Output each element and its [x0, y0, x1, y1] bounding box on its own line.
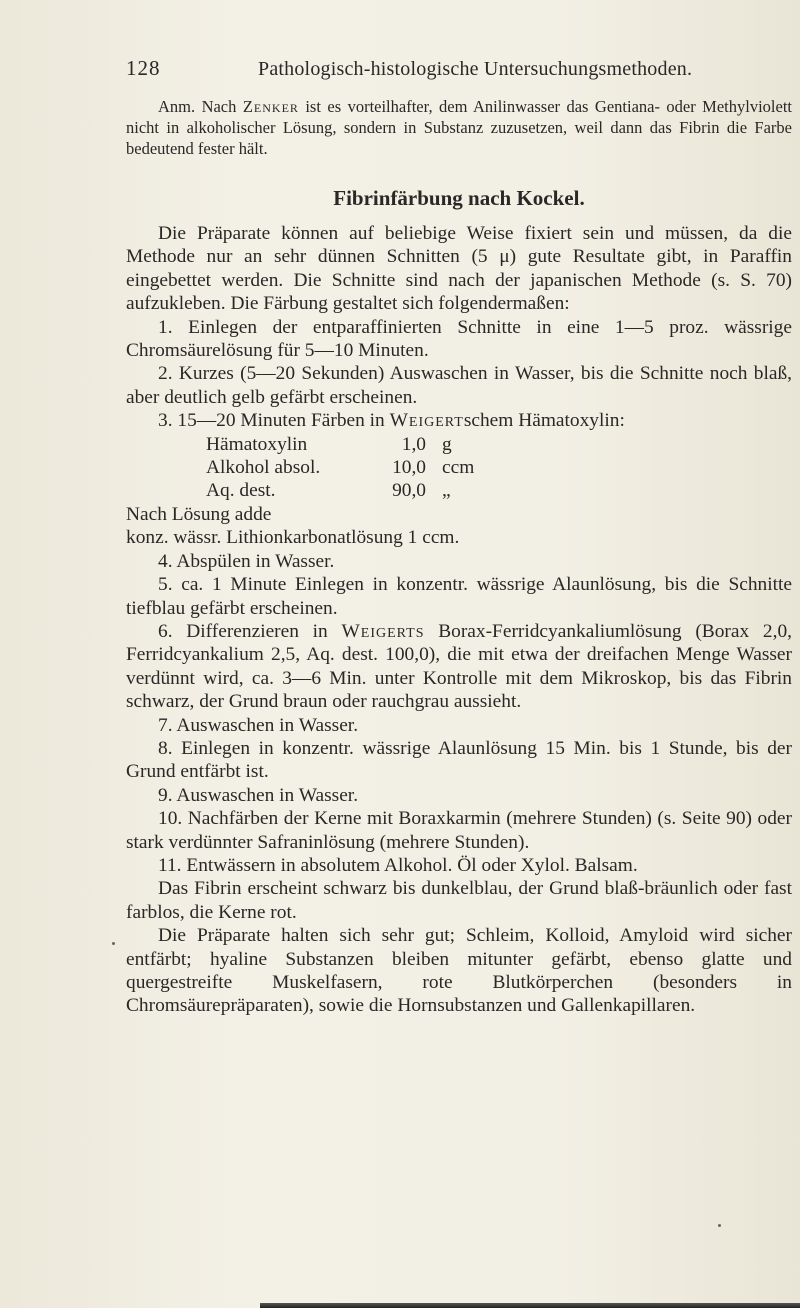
- step-1: 1. Einlegen der entparaffinierten Schnitte in eine 1—5 proz. wässrige Chromsäurelösung für 5—10 Minuten.: [126, 316, 792, 362]
- step-4: 4. Abspülen in Wasser.: [158, 550, 335, 572]
- recipe-row: [206, 456, 792, 479]
- recipe-amount: 10,0: [392, 457, 426, 479]
- footnote-remark: [126, 96, 792, 159]
- step-7: 7. Auswaschen in Wasser.: [158, 714, 359, 736]
- intro-paragraph: Die Präparate können auf beliebige Weise fixiert sein und müssen, da die Methode nur an sehr dünnen Schnitten (5 μ) gute Resultate gibt, in Paraffin eingebettet werden. Die Schnitte sind nach der japanischen Methode (s. S. 70) aufzukleben. Die Färbung gestaltet sich folgendermaßen:: [126, 223, 792, 315]
- step-11: 11. Entwässern in absolutem Alkohol. Öl oder Xylol. Balsam.: [158, 854, 638, 876]
- note-author: Zenker: [242, 97, 299, 116]
- note-prefix: Anm. Nach: [158, 97, 243, 116]
- recipe-unit: ccm: [442, 457, 475, 479]
- print-speck: [718, 1224, 721, 1227]
- step-9: 9. Auswaschen in Wasser.: [158, 784, 359, 806]
- step-8: 8. Einlegen in konzentr. wässrige Alaunlösung 15 Min. bis 1 Stunde, bis der Grund entfärbt ist.: [126, 737, 792, 783]
- recipe-ingredient: Alkohol absol.: [206, 457, 321, 479]
- section-title: Fibrinfärbung nach Kockel.: [333, 186, 585, 210]
- step-3-suffix: schem Hämatoxylin:: [463, 410, 625, 432]
- recipe-unit: „: [442, 480, 451, 502]
- recipe-amount: 1,0: [401, 433, 426, 455]
- print-speck: [112, 942, 115, 945]
- step-3-author: Weigert: [389, 410, 464, 432]
- recipe-ingredient: Hämatoxylin: [206, 433, 308, 455]
- bottom-edge-bar: [260, 1303, 800, 1308]
- step-10: 10. Nachfärben der Kerne mit Boraxkarmin (mehrere Stunden) (s. Seite 90) oder stark verdünnter Safraninlösung (mehrere Stunden).: [126, 808, 792, 853]
- page-number: 128: [126, 56, 161, 80]
- step-6-author: Weigerts: [341, 620, 425, 642]
- step-3: [126, 409, 792, 432]
- result-paragraph: Das Fibrin erscheint schwarz bis dunkelblau, der Grund blaß-bräunlich oder fast farblos, die Kerne rot.: [126, 878, 792, 923]
- step-6-prefix: 6. Differenzieren in: [158, 620, 342, 642]
- recipe-note-1: Nach Lösung adde: [126, 503, 272, 525]
- step-6: [126, 620, 792, 714]
- step-3-prefix: 3. 15—20 Minuten Färben in: [158, 410, 390, 432]
- page-header: [0, 50, 800, 90]
- note-text: ist es vorteilhafter, dem Anilinwasser das Gentiana- oder Methylviolett nicht in alkoholischer Lösung, sondern in Substanz zuzusetzen, weil dann das Fibrin die Farbe bedeutend fester hält.: [126, 97, 792, 158]
- recipe-unit: g: [442, 433, 452, 455]
- note-paragraph: [126, 96, 792, 159]
- recipe-table: [206, 433, 792, 503]
- recipe-row: [206, 433, 792, 456]
- step-5: 5. ca. 1 Minute Einlegen in konzentr. wässrige Alaunlösung, bis die Schnitte tiefblau gefärbt erscheinen.: [126, 574, 792, 619]
- step-2: 2. Kurzes (5—20 Sekunden) Auswaschen in Wasser, bis die Schnitte noch blaß, aber deutlich gelb gefärbt erscheinen.: [126, 363, 792, 408]
- recipe-ingredient: Aq. dest.: [206, 480, 276, 502]
- recipe-row: [206, 479, 792, 502]
- main-text: [126, 222, 792, 1018]
- remarks-paragraph: Die Präparate halten sich sehr gut; Schleim, Kolloid, Amyloid wird sicher entfärbt; hyaline Substanzen bleiben mitunter gefärbt, ebenso glatte und quergestreifte Muskelfasern, rote Blutkörperchen (besonders in Chromsäurepräparaten), sowie die Hornsubstanzen und Gallenkapillaren.: [126, 925, 792, 1017]
- recipe-note-2: konz. wässr. Lithionkarbonatlösung 1 ccm.: [126, 527, 460, 549]
- recipe-amount: 90,0: [392, 480, 426, 502]
- running-title: Pathologisch-histologische Untersuchungsmethoden.: [258, 58, 693, 80]
- step-6-suffix: Borax-Ferridcyankaliumlösung (Borax 2,0, Ferridcyankalium 2,5, Aq. dest. 100,0), die mit etwa der dreifachen Menge Wasser verdünnt wird, ca. 3—6 Min. unter Kontrolle mit dem Mikroskop, bis das Fibrin schwarz, der Grund braun oder rauchgrau aussieht.: [126, 620, 792, 713]
